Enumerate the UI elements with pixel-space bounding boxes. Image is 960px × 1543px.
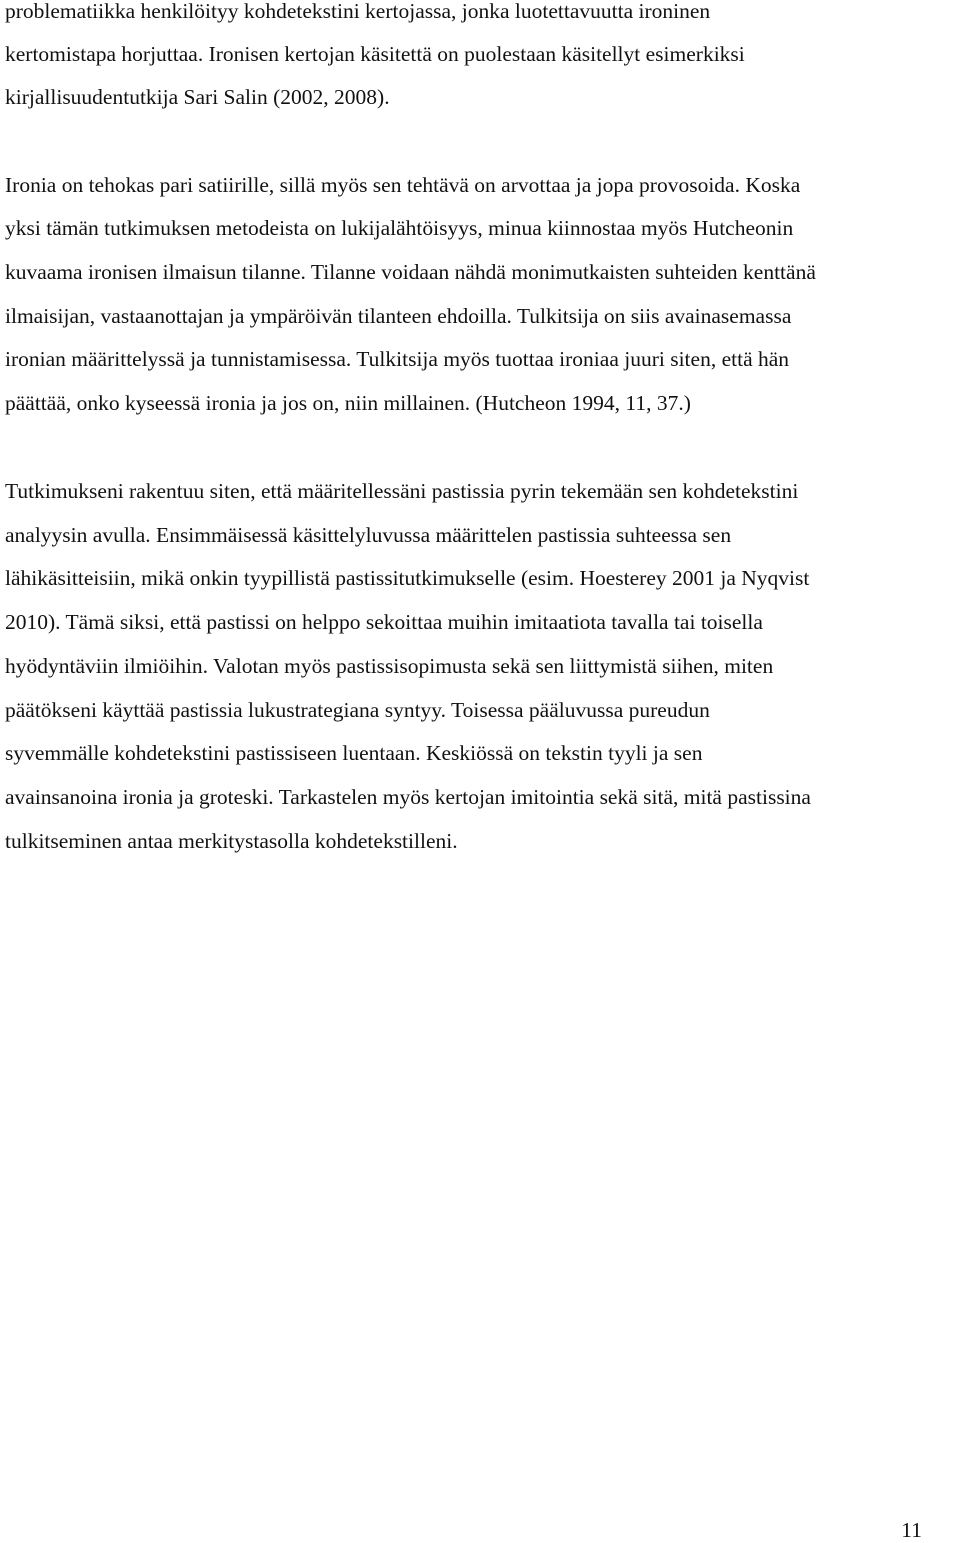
text-line: ironian määrittelyssä ja tunnistamisessa. Tulkitsija myös tuottaa ironiaa juuri siten, että hän — [5, 347, 790, 371]
text-line: yksi tämän tutkimuksen metodeista on lukijalähtöisyys, minua kiinnostaa myös Hutcheonin — [5, 216, 794, 240]
text-line: avainsanoina ironia ja groteski. Tarkastelen myös kertojan imitointia sekä sitä, mitä pastissina — [5, 785, 811, 809]
text-line: analyysin avulla. Ensimmäisessä käsittelyluvussa määrittelen pastissia suhteessa sen — [5, 523, 732, 547]
text-line: syvemmälle kohdetekstini pastissiseen luentaan. Keskiössä on tekstin tyyli ja sen — [5, 741, 703, 765]
text-line: Tutkimukseni rakentuu siten, että määritellessäni pastissia pyrin tekemään sen kohdetekstini — [5, 479, 799, 503]
text-line: ilmaisijan, vastaanottajan ja ympäröivän tilanteen ehdoilla. Tulkitsija on siis avainasemassa — [5, 304, 792, 328]
text-line: kirjallisuudentutkija Sari Salin (2002, 2008). — [5, 85, 390, 109]
text-line: päättää, onko kyseessä ironia ja jos on, niin millainen. (Hutcheon 1994, 11, 37.) — [5, 391, 691, 415]
text-line: problematiikka henkilöityy kohdetekstini kertojassa, jonka luotettavuutta ironinen — [5, 0, 711, 23]
text-line: 2010). Tämä siksi, että pastissi on helppo sekoittaa muihin imitaatiota tavalla tai toisella — [5, 610, 763, 634]
text-line: Ironia on tehokas pari satiirille, sillä myös sen tehtävä on arvottaa ja jopa provosoida. Koska — [5, 173, 801, 197]
text-line: kertomistapa horjuttaa. Ironisen kertojan käsitettä on puolestaan käsitellyt esimerkiksi — [5, 42, 745, 66]
text-line: kuvaama ironisen ilmaisun tilanne. Tilanne voidaan nähdä monimutkaisten suhteiden kenttänä — [5, 260, 816, 284]
text-line: lähikäsitteisiin, mikä onkin tyypillistä pastissitutkimukselle (esim. Hoesterey 2001 ja Nyqvist — [5, 566, 810, 590]
text-line: tulkitseminen antaa merkitystasolla kohdetekstilleni. — [5, 829, 458, 853]
page-number: 11 — [901, 1518, 922, 1542]
text-line: hyödyntäviin ilmiöihin. Valotan myös pastissisopimusta sekä sen liittymistä siihen, miten — [5, 654, 774, 678]
text-line: päätökseni käyttää pastissia lukustrategiana syntyy. Toisessa pääluvussa pureudun — [5, 698, 710, 722]
